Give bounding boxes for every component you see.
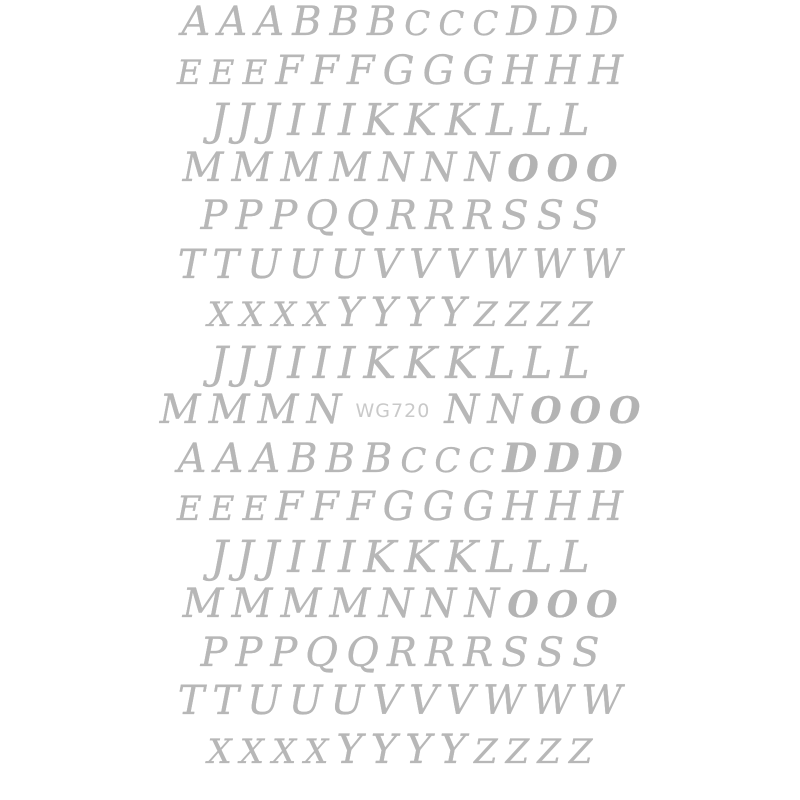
letter-glyph: T [212,241,240,288]
letter-glyph: R [463,629,494,676]
letter-glyph: T [212,678,240,724]
letter-glyph: D [546,0,579,45]
letter-glyph: Q [305,193,339,239]
letter-glyph: U [247,241,281,288]
letter-glyph: T [177,678,205,724]
letter-glyph: X [239,731,264,772]
letter-glyph: G [422,484,455,530]
letter-glyph: I [312,337,331,389]
letter-glyph: M [329,581,371,627]
letter-glyph: O [586,584,618,626]
letter-glyph: W [532,241,574,288]
letter-glyph: Z [537,295,561,335]
letter-glyph: N [464,144,500,191]
letter-glyph: X [207,295,232,335]
letter-glyph: N [378,144,414,191]
letter-glyph: Z [505,295,530,335]
letter-glyph: M [280,581,322,627]
letter-glyph: S [536,629,565,676]
letter-glyph: N [464,581,500,627]
letter-glyph: T [177,241,205,288]
letter-glyph: A [177,435,207,482]
letter-glyph: B [288,435,318,482]
letter-glyph: I [287,531,305,583]
letter-glyph: G [462,47,495,94]
letter-glyph: H [588,484,624,530]
letter-glyph: S [536,193,565,239]
letter-glyph: K [404,337,438,389]
letter-glyph: D [545,434,580,482]
letter-glyph: N [421,144,457,191]
letter-glyph: A [255,0,285,45]
letter-glyph: V [409,241,439,288]
letter-glyph: F [311,484,339,530]
letter-glyph: M [182,144,224,191]
letter-glyph: Y [370,726,398,773]
letter-glyph: O [507,584,539,626]
letter-glyph: O [586,147,618,190]
letter-row [0,531,800,585]
letter-glyph: B [292,0,322,45]
letter-glyph: D [502,434,538,482]
letter-glyph: V [409,678,439,724]
letter-glyph: Q [305,629,339,676]
letter-glyph: G [422,47,455,94]
letter-glyph: S [572,629,600,676]
letter-row [0,193,800,245]
letter-glyph: O [530,390,562,432]
letter-glyph: Z [537,731,561,772]
letter-glyph: X [207,731,232,772]
letter-glyph: M [182,581,224,627]
letter-row [0,484,800,536]
letter-glyph: F [346,47,375,94]
letter-glyph: V [446,241,475,288]
letter-row [0,581,800,633]
letter-glyph: W [581,241,623,288]
letter-glyph: K [363,337,397,389]
letter-glyph: Z [505,731,530,772]
letter-glyph: J [261,95,280,146]
letter-row [0,290,800,342]
letter-glyph: U [247,678,281,724]
letter-glyph: A [218,0,248,45]
letter-glyph: K [445,531,479,583]
letter-glyph: C [400,440,427,481]
letter-glyph: G [462,484,495,530]
letter-glyph: X [271,731,297,772]
letter-glyph: F [275,47,304,94]
letter-glyph: L [523,531,553,583]
letter-glyph: I [312,95,331,146]
letter-glyph: J [235,531,254,583]
letter-glyph: H [545,47,581,94]
letter-glyph: M [231,144,273,191]
letter-glyph: D [506,0,539,45]
letter-glyph: Y [405,290,432,336]
letter-glyph: L [486,337,516,389]
letter-glyph: O [507,147,539,190]
letter-glyph: M [208,387,250,433]
letter-row [0,241,800,294]
letter-glyph: H [502,484,538,530]
letter-glyph: K [445,95,479,146]
letter-glyph: P [200,629,228,676]
letter-glyph: B [325,435,355,482]
letter-glyph: G [382,484,415,530]
letter-glyph: W [482,241,525,288]
letter-glyph: D [586,0,619,45]
letter-glyph: V [372,241,402,288]
letter-glyph: B [329,0,359,45]
letter-glyph: R [386,193,417,239]
letter-row [0,47,800,100]
letter-glyph: E [209,52,235,93]
letter-glyph: W [482,678,525,724]
letter-glyph: X [239,295,264,335]
letter-glyph: O [609,390,641,432]
letter-glyph: O [546,584,579,626]
letter-glyph: K [363,531,397,583]
letter-glyph: M [280,144,322,191]
letter-glyph: X [304,731,329,772]
letter-glyph: Q [346,193,379,239]
letter-glyph: Z [568,295,593,335]
letter-glyph: C [468,440,495,481]
letter-glyph: R [425,629,456,676]
letter-glyph: E [176,489,202,529]
letter-glyph: J [261,337,280,389]
letter-glyph: Y [370,290,398,336]
letter-glyph: Z [474,731,498,772]
letter-glyph: L [523,95,553,146]
letter-glyph: L [560,531,590,583]
letter-glyph: P [270,629,298,676]
letter-glyph: P [200,193,228,239]
letter-glyph: I [287,95,305,146]
letter-glyph: Y [405,726,432,773]
letter-glyph: V [372,678,402,724]
letter-glyph: X [271,295,297,335]
letter-glyph: Y [439,726,466,773]
letter-glyph: W [581,678,623,724]
letter-row [0,144,800,197]
letter-glyph: U [330,241,365,288]
letter-glyph: I [338,531,356,583]
letter-glyph: I [338,95,356,146]
letter-row [0,678,800,730]
letter-glyph: L [523,337,553,389]
letter-glyph: W [532,678,574,724]
letter-glyph: F [311,47,339,94]
letter-glyph: P [235,629,263,676]
letter-row [0,95,800,148]
letter-glyph: G [382,47,415,94]
letter-glyph: A [214,435,244,482]
letter-glyph: N [378,581,414,627]
letter-glyph: S [572,193,600,239]
letter-glyph: S [501,193,529,239]
letter-glyph: U [330,678,365,724]
letter-glyph: E [176,52,202,93]
letter-glyph: O [569,390,602,432]
letter-glyph: J [210,337,228,389]
letter-glyph: N [444,387,480,433]
sheet-code-label: WG720 [355,400,431,422]
letter-glyph: B [362,435,393,482]
letter-glyph: K [404,95,438,146]
letter-row [0,337,800,391]
letter-glyph: H [588,47,624,94]
letter-glyph: M [329,144,371,191]
letter-glyph: I [338,337,356,389]
letter-glyph: C [472,4,499,44]
letter-glyph: Z [474,295,498,335]
letter-glyph: F [346,484,375,530]
letter-glyph: E [242,52,268,93]
letter-glyph: E [242,489,268,529]
letter-glyph: R [386,629,417,676]
letter-glyph: D [587,434,623,482]
letter-glyph: M [257,387,299,433]
letter-row [0,387,800,439]
letter-glyph: C [404,4,431,44]
letter-glyph: L [486,531,516,583]
letter-glyph: N [306,387,342,433]
letter-glyph: J [210,531,228,583]
letter-glyph: F [275,484,304,530]
letter-glyph: Q [346,629,379,676]
letter-glyph: M [159,387,201,433]
letter-glyph: Y [336,290,363,336]
letter-glyph: L [560,95,590,146]
letter-glyph: A [181,0,211,45]
letter-glyph: K [363,95,397,146]
letter-glyph: L [486,95,516,146]
letter-glyph: K [445,337,479,389]
letter-glyph: N [487,387,523,433]
letter-glyph: S [501,629,529,676]
letter-glyph: C [438,4,465,44]
letter-glyph: H [545,484,581,530]
letter-row [0,434,800,488]
letter-glyph: E [209,489,235,529]
letter-glyph: Y [439,290,466,336]
letter-row [0,629,800,682]
letter-glyph: Y [336,726,363,773]
letter-glyph: C [434,440,461,481]
letter-glyph: O [546,147,579,190]
letter-glyph: J [235,337,254,389]
letter-glyph: U [288,678,323,724]
letter-row [0,2,800,51]
letter-glyph: L [560,337,590,389]
letter-glyph: I [287,337,305,389]
letter-glyph: J [210,95,228,146]
letter-glyph: P [270,193,298,239]
letter-glyph: U [288,241,323,288]
letter-glyph: H [502,47,538,94]
letter-glyph: P [235,193,263,239]
letter-glyph: R [425,193,456,239]
letter-glyph: Z [568,731,593,772]
letter-glyph: R [463,193,494,239]
letter-glyph: I [312,531,331,583]
letter-glyph: J [261,531,280,583]
letter-glyph: V [446,678,475,724]
letter-glyph: B [366,0,397,45]
letter-row [0,726,800,779]
letter-glyph: J [235,95,254,146]
letter-glyph: A [251,435,281,482]
letter-glyph: M [231,581,273,627]
letter-glyph: K [404,531,438,583]
letter-glyph: X [304,295,329,335]
letter-glyph: N [421,581,457,627]
